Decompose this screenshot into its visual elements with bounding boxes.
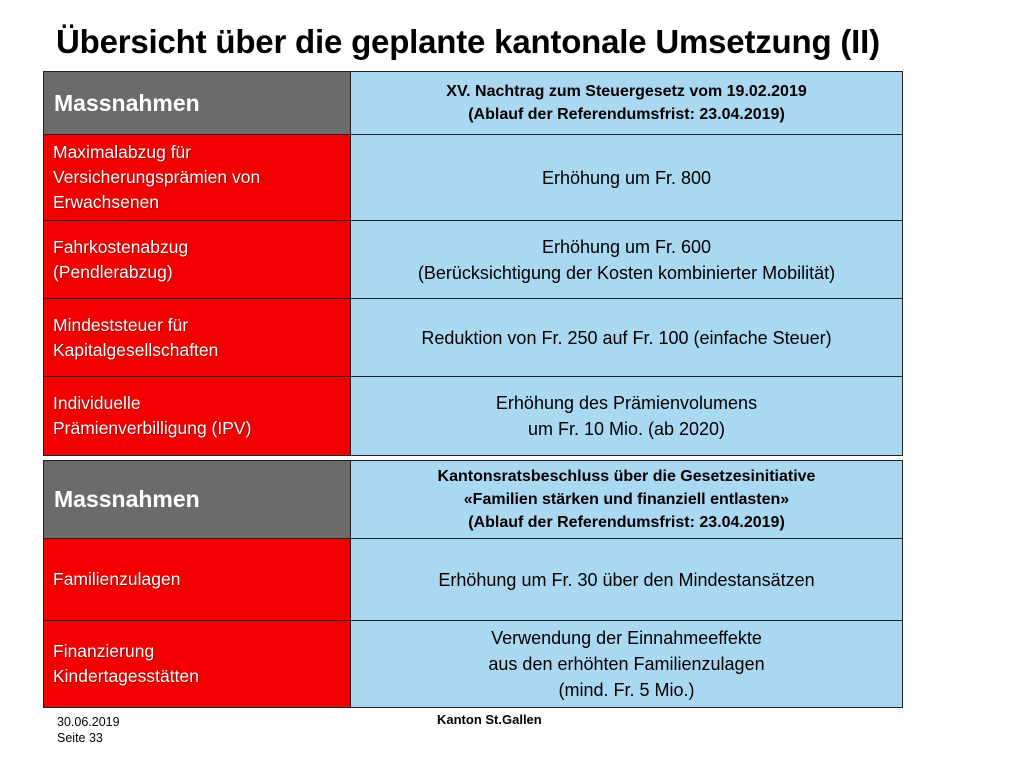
table-row	[44, 221, 903, 299]
measure-cell: Familienzulagen	[44, 539, 351, 621]
table-row	[44, 539, 903, 621]
detail-cell: Reduktion von Fr. 250 auf Fr. 100 (einfache Steuer)	[351, 299, 903, 377]
family-initiative-measures-table	[43, 460, 903, 708]
footer-date: 30.06.2019	[57, 715, 120, 729]
header-measures: Massnahmen	[44, 461, 351, 539]
table-row	[44, 377, 903, 456]
page-title: Übersicht über die geplante kantonale Umsetzung (II)	[56, 23, 880, 60]
header-measures: Massnahmen	[44, 72, 351, 135]
table-row	[44, 299, 903, 377]
detail-cell: Erhöhung um Fr. 600 (Berücksichtigung der Kosten kombinierter Mobilität)	[351, 221, 903, 299]
table-row	[44, 135, 903, 221]
measure-cell: Fahrkostenabzug (Pendlerabzug)	[44, 221, 351, 299]
detail-cell: Erhöhung um Fr. 800	[351, 135, 903, 221]
measure-cell: Maximalabzug für Versicherungsprämien von Erwachsenen	[44, 135, 351, 221]
tax-law-measures-table	[43, 71, 903, 456]
footer-page-number: Seite 33	[57, 731, 103, 745]
detail-cell: Erhöhung des Prämienvolumens um Fr. 10 Mio. (ab 2020)	[351, 377, 903, 456]
detail-cell: Erhöhung um Fr. 30 über den Mindestansätzen	[351, 539, 903, 621]
header-tax-law-amendment: XV. Nachtrag zum Steuergesetz vom 19.02.2019 (Ablauf der Referendumsfrist: 23.04.2019)	[351, 72, 903, 135]
table-header-row	[44, 461, 903, 539]
measure-cell: Individuelle Prämienverbilligung (IPV)	[44, 377, 351, 456]
table-row	[44, 621, 903, 708]
footer-organization: Kanton St.Gallen	[437, 712, 542, 727]
detail-cell: Verwendung der Einnahmeeffekte aus den erhöhten Familienzulagen (mind. Fr. 5 Mio.)	[351, 621, 903, 708]
header-council-resolution: Kantonsratsbeschluss über die Gesetzesinitiative «Familien stärken und finanziell entlasten» (Ablauf der Referendumsfrist: 23.04.2019)	[351, 461, 903, 539]
measure-cell: Finanzierung Kindertagesstätten	[44, 621, 351, 708]
table-header-row	[44, 72, 903, 135]
measure-cell: Mindeststeuer für Kapitalgesellschaften	[44, 299, 351, 377]
